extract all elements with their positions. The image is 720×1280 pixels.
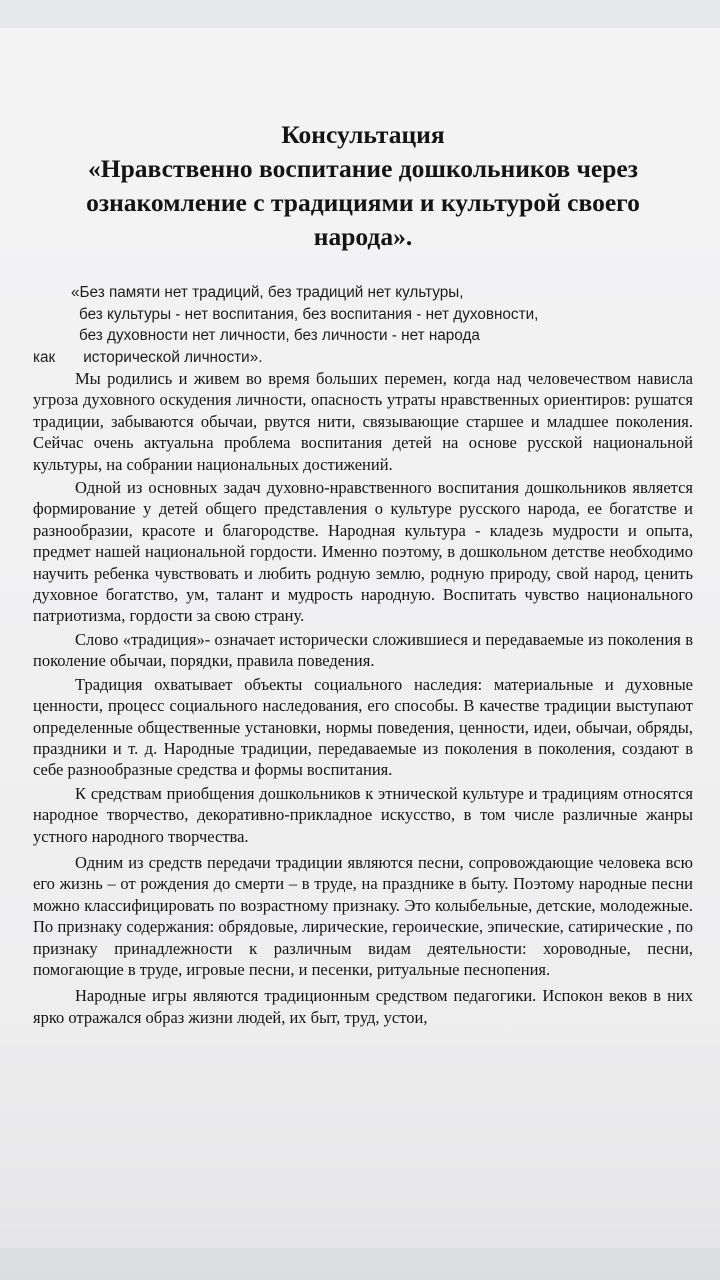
document-heading: Консультация [281, 120, 445, 149]
epigraph-line-4 [33, 347, 693, 369]
paragraph-7: Народные игры являются традиционным средством педагогики. Испокон веков в них ярко отражался образ жизни людей, их быт, труд, устои, [33, 986, 693, 1027]
epigraph-line-3: без духовности нет личности, без личности - нет народа [79, 327, 480, 344]
title-block [33, 118, 693, 254]
epigraph-line-2: без культуры - нет воспитания, без воспитания - нет духовности, [79, 305, 539, 323]
body-text [33, 368, 693, 1028]
paragraph-5: К средствам приобщения дошкольников к этнической культуре и традициям относятся народное творчество, декоративно-прикладное искусство, в том числе различные жанры устного народного творчества. [33, 783, 693, 846]
document-title-line-3: народа». [313, 222, 413, 251]
paragraph-2: Одной из основных задач духовно-нравственного воспитания дошкольников является формирование у детей общего представления о культуре русского народа, ее богатстве и разнообразии, красоте и благородстве. Народная культура - кладезь мудрости и опыта, предмет нашей национальной гордости. Именно поэтому, в дошкольном детстве необходимо научить ребенка чувствовать и любить родную землю, родную природу, свой народ, ценить духовное богатство, ум, талант и мудрость народную. Воспитать чувство национального патриотизма, гордости за свою страну. [33, 478, 693, 626]
document-title-line-1: «Нравственно воспитание дошкольников через [88, 154, 638, 183]
paragraph-3: Слово «традиция»- означает исторически сложившиеся и передаваемые из поколения в поколение обычаи, порядки, правила поведения. [33, 629, 693, 671]
paragraph-6: Одним из средств передачи традиции являются песни, сопровождающие человека всю его жизнь – от рождения до смерти – в труде, на празднике в быту. Поэтому народные песни можно классифицировать по возрастному признаку. Это колыбельные, детские, молодежные. По признаку содержания: обрядовые, лирические, героические, эпические, сатирические , по признаку принадлежности к различным видам деятельности: хороводные, песни, помогающие в труде, игровые песни, и песенки, ритуальные песнопения. [33, 852, 693, 979]
epigraph-line-4-word: как [33, 348, 56, 366]
paragraph-1: Мы родились и живем во время больших перемен, когда над человечеством нависла угроза духовного оскудения личности, опасность утраты нравственных ориентиров: рушатся традиции, забываются обычаи, рвутся нити, связывающие старшее и младшее поколения. Сейчас очень актуальна проблема воспитания детей на основе русской национальной культуры, на собрании национальных достижений. [33, 369, 693, 474]
epigraph [33, 282, 693, 368]
epigraph-line-1: «Без памяти нет традиций, без традиций нет культуры, [71, 284, 464, 301]
paragraph-4: Традиция охватывает объекты социального наследия: материальные и духовные ценности, процесс социального наследования, его способы. В качестве традиции выступают определенные общественные установки, нормы поведения, ценности, идеи, обычаи, обряды, праздники и т. д. Народные традиции, передаваемые из поколения в поколения, создают в себе разнообразные средства и формы воспитания. [33, 674, 693, 780]
document-title-line-2: ознакомление с традициями и культурой своего [86, 188, 640, 217]
document-page [33, 118, 693, 1028]
epigraph-line-4-rest: исторической личности». [83, 348, 263, 366]
